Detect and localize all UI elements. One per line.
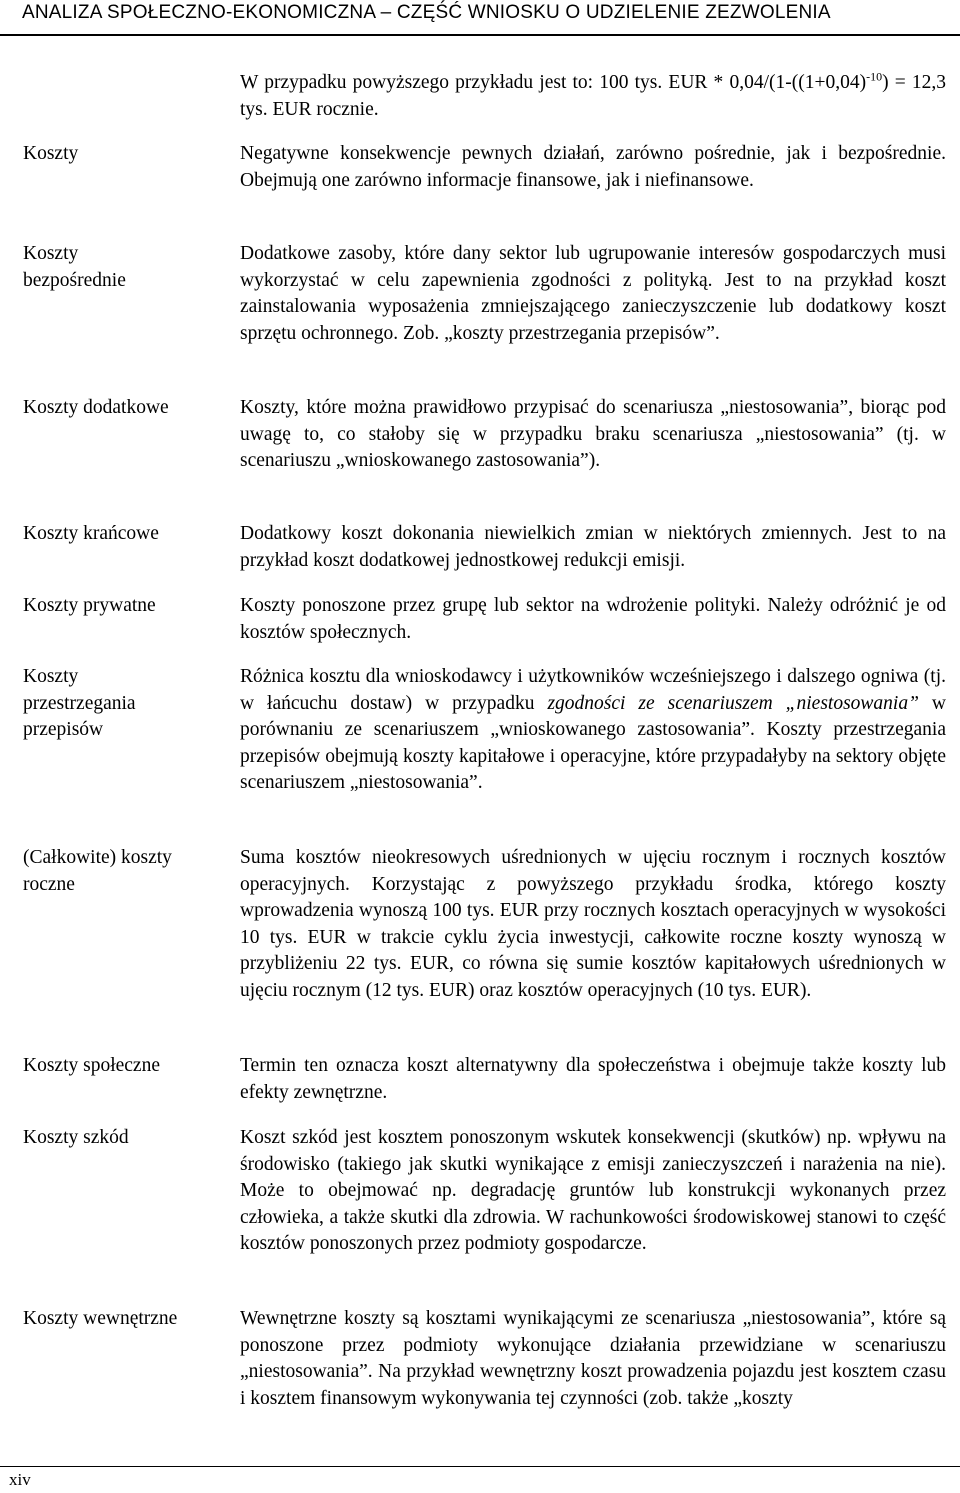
glossary-term: Koszty szkód (23, 1127, 129, 1148)
intro-text-2: ) = 12,3 tys. EUR rocznie. (240, 72, 946, 120)
glossary-term: Koszty (23, 143, 79, 164)
glossary-definition: Koszt szkód jest kosztem ponoszonym wskutek konsekwencji (skutków) np. wpływu na środowisko (takiego jak skutki wynikające z emisji zanieczyszczeń i narażenia na nie). Może to obejmować np. degradację gruntów lub konstrukcji wykonanych przez człowieka, a także skutki dla zdrowia. W rachunkowości środowiskowej stanowi to część kosztów ponoszonych przez podmioty gospodarcze. (240, 1127, 946, 1254)
glossary-definition: Wewnętrzne koszty są kosztami wynikającymi ze scenariusza „niestosowania”, które są ponoszone przez podmioty wykonujące działania przewidziane w scenariuszu „niestosowania”. Na przykład wewnętrzny koszt prowadzenia pojazdu jest kosztem czasu i kosztem finansowym wykonywania tej czynności (zob. także „koszty (240, 1308, 946, 1409)
glossary-definition: Suma kosztów nieokresowych uśrednionych w ujęciu rocznym i rocznych kosztów operacyjnych. Korzystając z powyższego przykładu środka, którego koszty wprowadzenia wynoszą 100 tys. EUR przy rocznych kosztach operacyjnych w wysokości 10 tys. EUR w trakcie cyklu życia inwestycji, całkowite roczne koszty wynoszą w przybliżeniu 22 tys. EUR, co równa się sumie kosztów kapitałowych uśrednionych w ujęciu rocznym (12 tys. EUR) oraz kosztów operacyjnych (10 tys. EUR). (240, 847, 946, 1001)
glossary-definition: Termin ten oznacza koszt alternatywny dla społeczeństwa i obejmuje także koszty lub efekty zewnętrzne. (240, 1055, 946, 1103)
glossary-term: Koszty krańcowe (23, 523, 159, 544)
glossary-term: Koszty prywatne (23, 595, 156, 616)
definition-italic-text: zgodności ze scenariuszem „niestosowania” (547, 692, 919, 714)
glossary-definition: Koszty, które można prawidłowo przypisać do scenariusza „niestosowania”, biorąc pod uwagę to, co stałoby się w przypadku braku scenariusza „niestosowania” (tj. w scenariuszu „wnioskowanego zastosowania”). (240, 397, 946, 471)
glossary-term: Koszty przestrzegania przepisów (23, 666, 136, 740)
intro-exponent: -10 (866, 69, 883, 84)
glossary-definition: Koszty ponoszone przez grupę lub sektor na wdrożenie polityki. Należy odróżnić je od kosztów społecznych. (240, 595, 946, 643)
header-rule (0, 34, 960, 36)
glossary-term: Koszty dodatkowe (23, 397, 169, 418)
glossary-term: Koszty społeczne (23, 1055, 160, 1076)
glossary-definition: Dodatkowe zasoby, które dany sektor lub ugrupowanie interesów gospodarczych musi wykorzystać w celu zapewnienia zgodności z polityką. Jest to na przykład koszt zainstalowania wyposażenia zmniejszającego zanieczyszczenie lub dodatkowy koszt sprzętu ochronnego. Zob. „koszty przestrzegania przepisów”. (240, 243, 946, 344)
glossary-definition (240, 664, 946, 797)
glossary-definition: Dodatkowy koszt dokonania niewielkich zmian w niektórych zmiennych. Jest to na przykład koszt dodatkowej jednostkowej redukcji emisji. (240, 523, 946, 571)
glossary-definition: Negatywne konsekwencje pewnych działań, zarówno pośrednie, jak i bezpośrednie. Obejmują one zarówno informacje finansowe, jak i niefinansowe. (240, 143, 946, 191)
intro-text-1: W przypadku powyższego przykładu jest to: 100 tys. EUR * 0,04/(1-((1+0,04) (240, 72, 867, 93)
intro-paragraph (240, 70, 946, 123)
document-header: ANALIZA SPOŁECZNO-EKONOMICZNA – CZĘŚĆ WNIOSKU O UDZIELENIE ZEZWOLENIA (22, 2, 831, 23)
footer-rule (0, 1466, 960, 1467)
definition-text: Różnica kosztu dla wnioskodawcy i użytkowników wcześniejszego i dalszego ogniwa (tj. w łańcuchu dostaw) w przypadku (240, 666, 946, 714)
glossary-term: Koszty wewnętrzne (23, 1308, 178, 1329)
page-number: xiv (9, 1470, 31, 1489)
definition-text: w porównaniu ze scenariuszem „wnioskowanego zastosowania”. Koszty przestrzegania przepisów obejmują koszty kapitałowe i operacyjne, które przypadałyby na sektory objęte scenariuszem „niestosowania”. (240, 692, 946, 793)
glossary-term: Koszty bezpośrednie (23, 243, 126, 291)
glossary-term: (Całkowite) koszty roczne (23, 847, 172, 895)
